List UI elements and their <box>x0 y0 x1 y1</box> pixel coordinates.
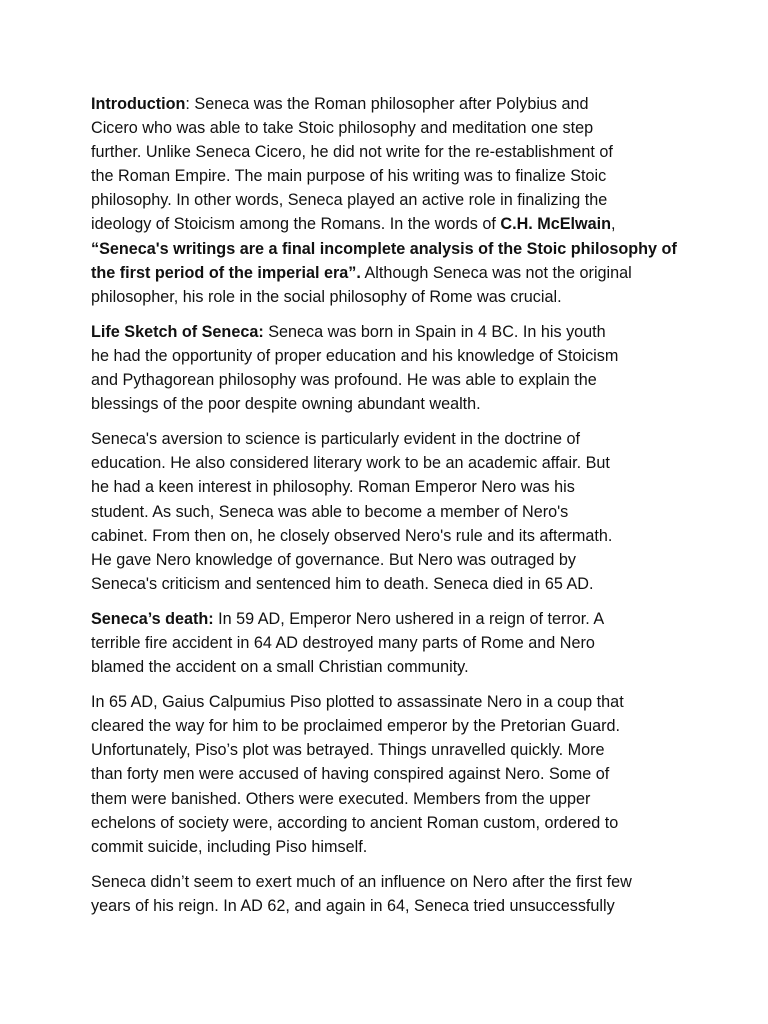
text-line <box>91 607 681 631</box>
document-body <box>91 92 681 929</box>
text-line: education. He also considered literary work to be an academic affair. But <box>91 454 610 473</box>
paragraph-piso-plot <box>91 690 681 859</box>
paragraph-senecas-death <box>91 607 681 679</box>
quote-text: the first period of the imperial era”. <box>91 263 361 282</box>
text-line: student. As such, Seneca was able to become a member of Nero's <box>91 502 569 521</box>
text-line: blessings of the poor despite owning abundant wealth. <box>91 395 481 414</box>
paragraph-introduction <box>91 92 681 309</box>
text-line: blamed the accident on a small Christian community. <box>91 658 469 677</box>
text-line: Unfortunately, Piso’s plot was betrayed. Things unravelled quickly. More <box>91 741 605 760</box>
text-line: he had the opportunity of proper education and his knowledge of Stoicism <box>91 346 619 365</box>
quote-text: “Seneca's writings are a final incomplete analysis of the Stoic philosophy of <box>91 239 677 258</box>
quote-line <box>91 237 681 261</box>
text-fragment: ideology of Stoicism among the Romans. In the words of <box>91 215 501 234</box>
paragraph-life-sketch <box>91 320 681 416</box>
text-line: commit suicide, including Piso himself. <box>91 837 368 856</box>
text-line: Seneca's aversion to science is particularly evident in the doctrine of <box>91 430 580 449</box>
text-line: cleared the way for him to be proclaimed emperor by the Pretorian Guard. <box>91 717 621 736</box>
heading-senecas-death: Seneca’s death: <box>91 609 214 628</box>
paragraph-influence <box>91 870 681 918</box>
text-line <box>91 92 681 116</box>
text-line: and Pythagorean philosophy was profound. He was able to explain the <box>91 371 597 390</box>
text-line <box>91 212 681 236</box>
text-line: He gave Nero knowledge of governance. But Nero was outraged by <box>91 550 577 569</box>
text-line <box>91 320 681 344</box>
heading-introduction: Introduction <box>91 95 186 113</box>
text-fragment: , <box>611 215 616 234</box>
paragraph-education <box>91 427 681 596</box>
text-line: echelons of society were, according to ancient Roman custom, ordered to <box>91 813 619 832</box>
author-name: C.H. McElwain <box>500 215 612 234</box>
text-line: them were banished. Others were executed. Members from the upper <box>91 789 591 808</box>
text-line: Cicero who was able to take Stoic philosophy and meditation one step <box>91 119 594 138</box>
text-line: terrible fire accident in 64 AD destroyed many parts of Rome and Nero <box>91 633 595 652</box>
text-fragment: : Seneca was the Roman philosopher after Polybius and <box>185 95 589 113</box>
text-line: years of his reign. In AD 62, and again in 64, Seneca tried unsuccessfully <box>91 896 615 915</box>
text-fragment: In 59 AD, Emperor Nero ushered in a reign of terror. A <box>213 609 605 628</box>
text-line: In 65 AD, Gaius Calpumius Piso plotted to assassinate Nero in a coup that <box>91 693 624 712</box>
text-line: philosophy. In other words, Seneca played an active role in finalizing the <box>91 191 608 210</box>
text-line: Seneca's criticism and sentenced him to death. Seneca died in 65 AD. <box>91 574 594 593</box>
text-line: the Roman Empire. The main purpose of his writing was to finalize Stoic <box>91 167 607 186</box>
text-fragment: Seneca was born in Spain in 4 BC. In his youth <box>263 322 606 341</box>
text-line: further. Unlike Seneca Cicero, he did not write for the re-establishment of <box>91 143 613 162</box>
text-fragment: Although Seneca was not the original <box>360 263 632 282</box>
text-line: Seneca didn’t seem to exert much of an influence on Nero after the first few <box>91 872 632 891</box>
text-line: than forty men were accused of having conspired against Nero. Some of <box>91 765 610 784</box>
text-line: he had a keen interest in philosophy. Roman Emperor Nero was his <box>91 478 575 497</box>
quote-line <box>91 261 681 285</box>
text-line: philosopher, his role in the social philosophy of Rome was crucial. <box>91 287 562 306</box>
heading-life-sketch: Life Sketch of Seneca: <box>91 322 264 341</box>
text-line: cabinet. From then on, he closely observed Nero's rule and its aftermath. <box>91 526 613 545</box>
